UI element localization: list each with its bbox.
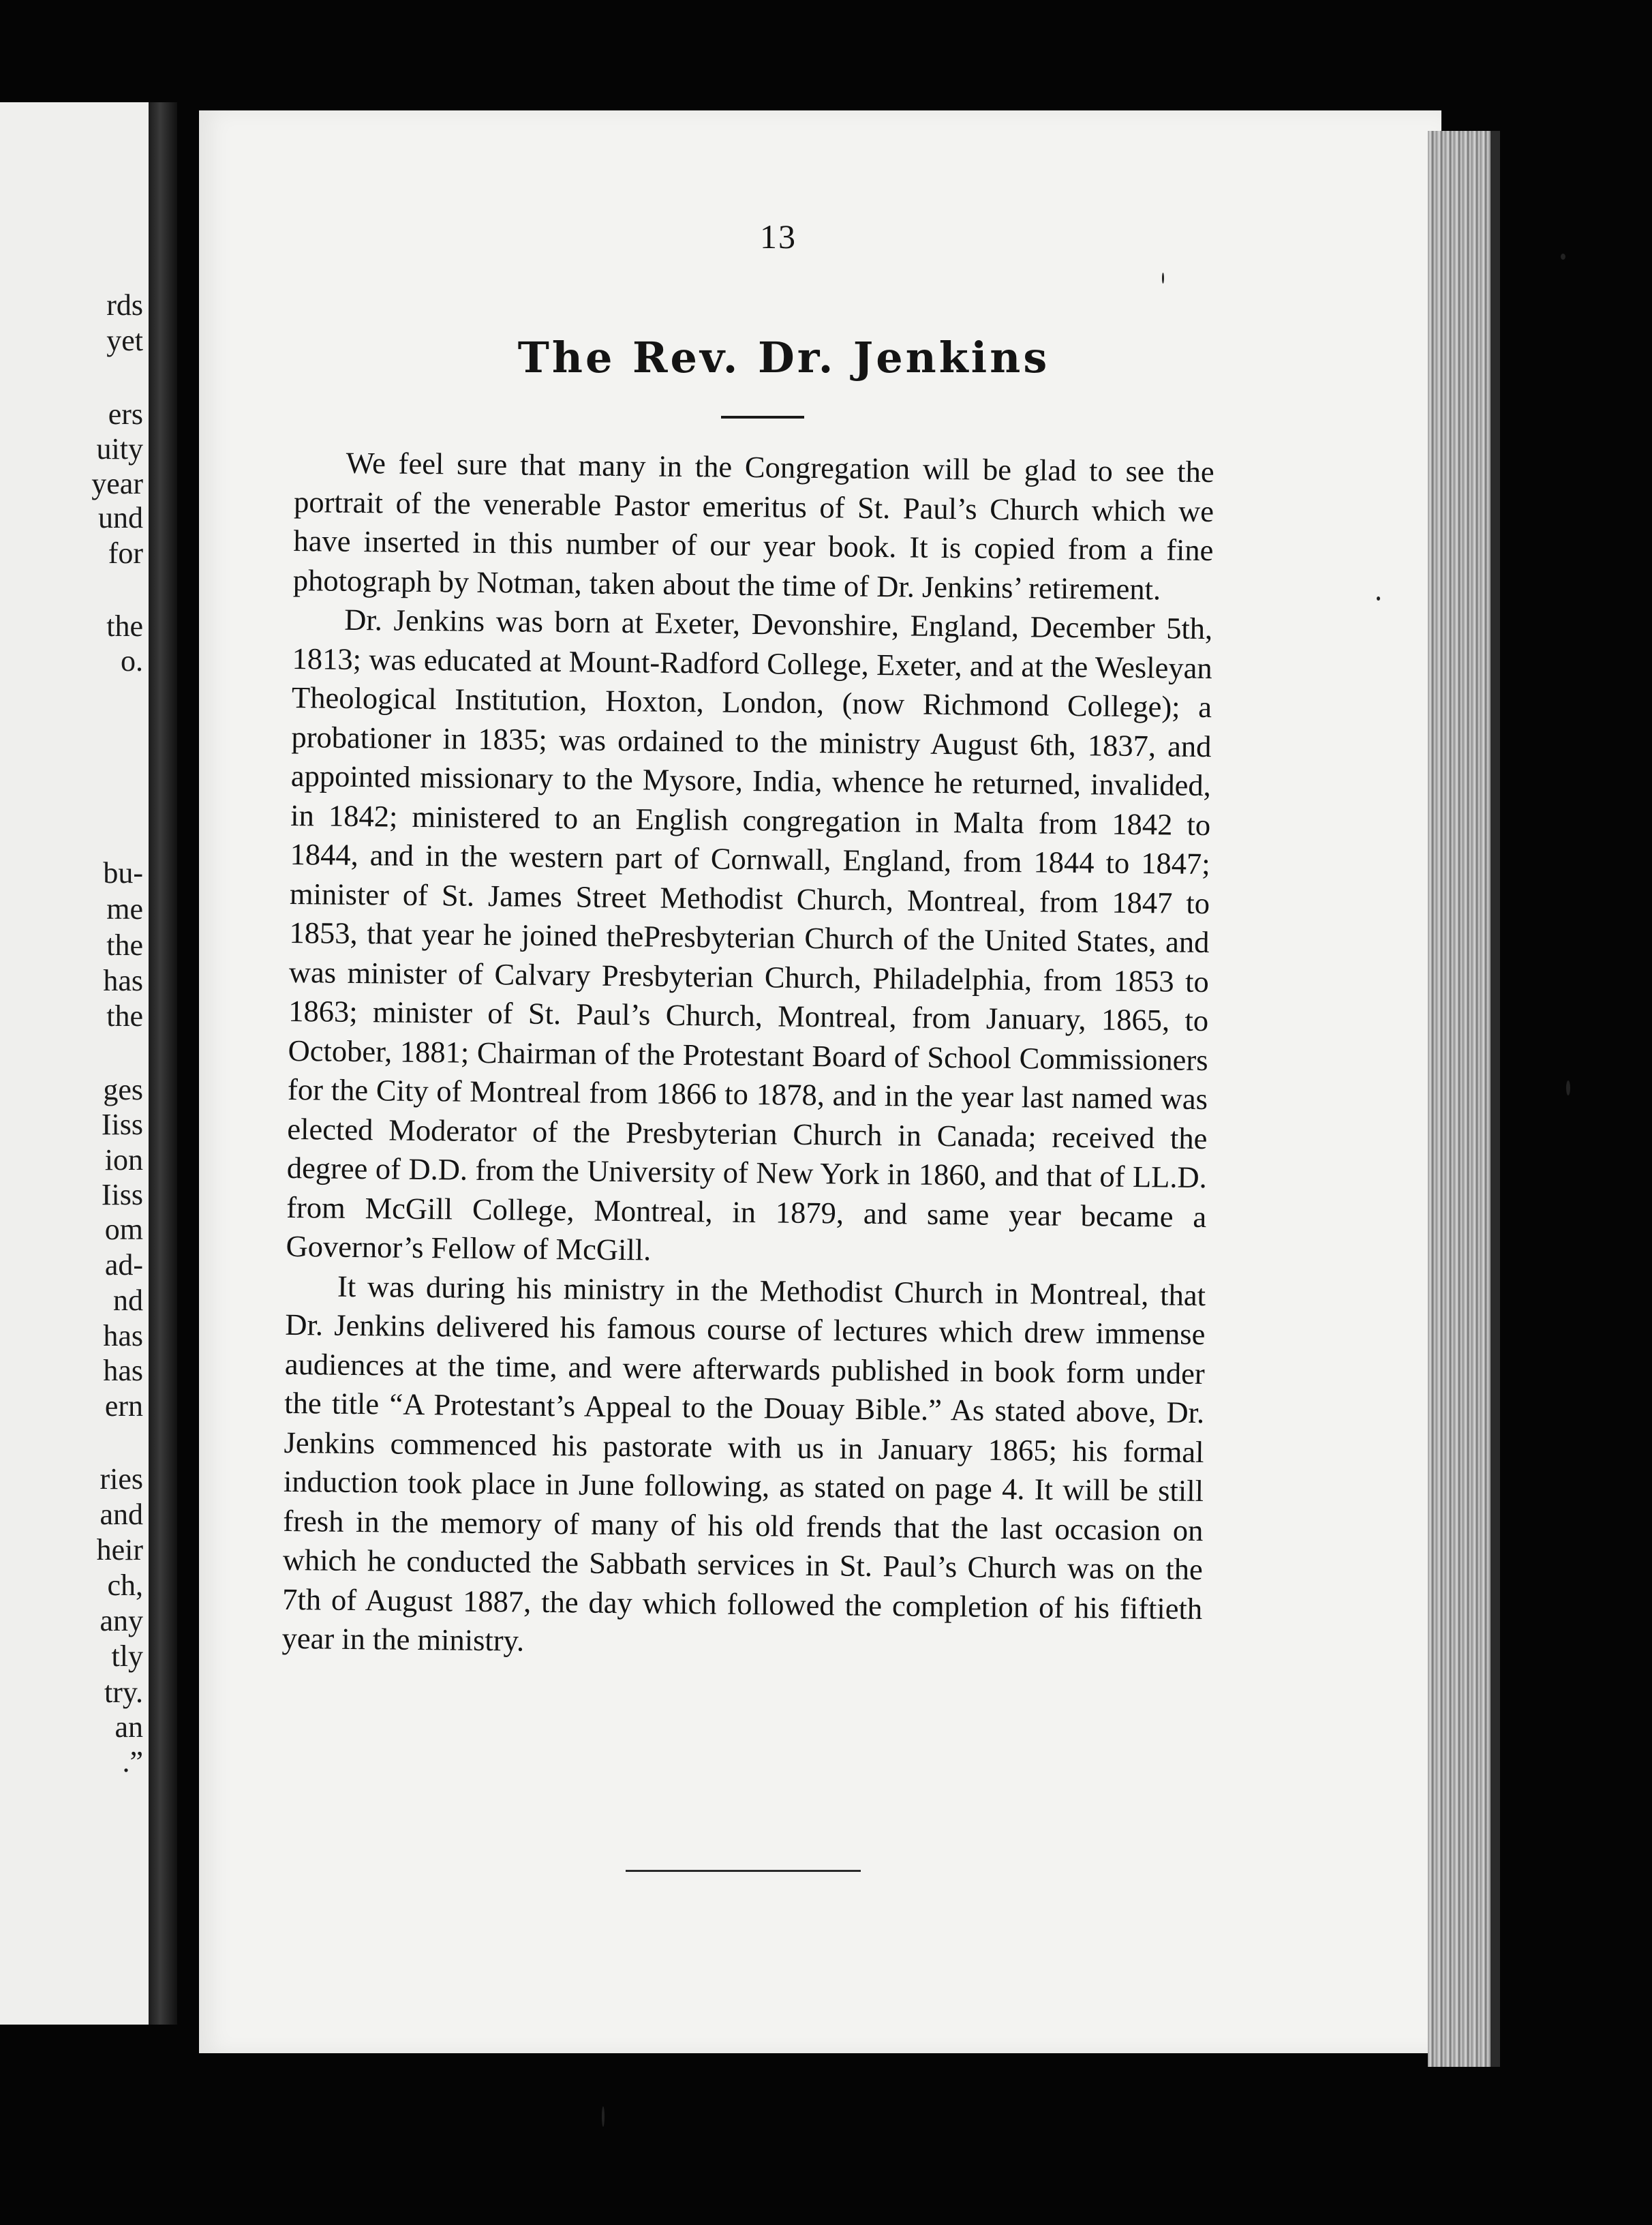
facing-page-fragment: has — [103, 964, 143, 997]
facing-page-fragment: o. — [121, 644, 143, 678]
facing-page-fragment: om — [104, 1213, 143, 1246]
paragraph-2: Dr. Jenkins was born at Exeter, Devonshire, England, December 5th, 1813; was educated at Mount-Radford College, Exeter, and at the Wesleyan Theological Institution, Hoxton, London, (now Richmond College); a probationer in 1835; was ordained to the ministry August 6th, 1837, and appointed missionary to the Mysore, India, whence he returned, invalided, in 1842; ministered to an English congregation in Malta from 1842 to 1844, and in the western part of Cornwall, England, from 1844 to 1847; minister of St. James Street Methodist Church, Montreal, from 1847 to 1853, that year he joined thePresbyterian Church of the United States, and was minister of Calvary Presbyterian Church, Philadelphia, from 1853 to 1863; minister of St. Paul’s Church, Montreal, from January, 1865, to October, 1881; Chairman of the Protestant Board of School Commissioners for the City of Montreal from 1866 to 1878, and in the year last named was elected Moderator of the Presbyterian Church in Canada; received the degree of D.D. from the University of New York in 1860, and that of LL.D. from McGill College, Montreal, in 1879, and same year became a Governor’s Fellow of McGill. — [286, 602, 1213, 1267]
page-title: The Rev. Dr. Jenkins — [517, 333, 1050, 382]
facing-page-fragment: yet — [106, 324, 143, 357]
facing-page-fragment: and — [100, 1498, 143, 1531]
facing-page-fragment: Iiss — [101, 1108, 143, 1141]
facing-page-fragment: year — [91, 467, 143, 500]
facing-page-fragment: for — [108, 536, 143, 570]
facing-page-fragment: tly — [111, 1639, 143, 1673]
paragraph-3: It was during his ministry in the Methodist Church in Montreal, that Dr. Jenkins delivered his famous course of lectures which drew immense audiences at the time, and were afterwards published in book form under the title “A Protestant’s Appeal to the Douay Bible.” As stated above, Dr. Jenkins commenced his pastorate with us in January 1865; his formal induction took place in June following, as stated on page 4. It will be still fresh in the memory of many of his old frends that the last occasion on which he conducted the Sabbath services in St. Paul’s Church was on the 7th of August 1887, the day which followed the completion of his fiftieth year in the ministry. — [281, 1269, 1206, 1658]
facing-page-fragment: an — [114, 1710, 143, 1744]
page-number: 13 — [760, 217, 797, 256]
facing-page-fragment: ries — [100, 1462, 143, 1496]
facing-page-fragment: heir — [96, 1533, 143, 1566]
facing-page-fragment: Iiss — [101, 1178, 143, 1211]
facing-page-fragment: ern — [104, 1389, 143, 1423]
facing-page-fragment: nd — [113, 1284, 143, 1317]
facing-page-fragment: the — [106, 999, 143, 1033]
facing-page-fragment: bu- — [103, 856, 143, 890]
facing-page-fragment: rds — [106, 288, 143, 322]
facing-page-fragment: the — [106, 609, 143, 643]
facing-page-fragment: the — [106, 928, 143, 962]
facing-page-fragment: .” — [122, 1745, 143, 1779]
facing-page-fragment: und — [98, 501, 143, 534]
facing-page-fragment: has — [103, 1354, 143, 1387]
facing-page-fragment: has — [103, 1319, 143, 1352]
paragraph-1: We feel sure that many in the Congregation will be glad to see the portrait of the venerable Pastor emeritus of St. Paul’s Church which we have inserted in this number of our year book. It is copied from a fine photograph by Notman, taken about the time of Dr. Jenkins’ retirement. — [292, 445, 1214, 606]
facing-page-fragment: me — [106, 892, 143, 926]
facing-page-fragment: uity — [96, 432, 143, 466]
facing-page-fragment: ers — [108, 397, 143, 431]
facing-page-fragment: ch, — [107, 1569, 143, 1602]
facing-page-fragment: any — [100, 1604, 143, 1637]
facing-page-fragment: ion — [104, 1143, 143, 1177]
facing-page-fragment: ad- — [104, 1248, 143, 1282]
facing-page-fragment: ges — [103, 1073, 143, 1106]
facing-page-fragment: try. — [104, 1676, 143, 1709]
